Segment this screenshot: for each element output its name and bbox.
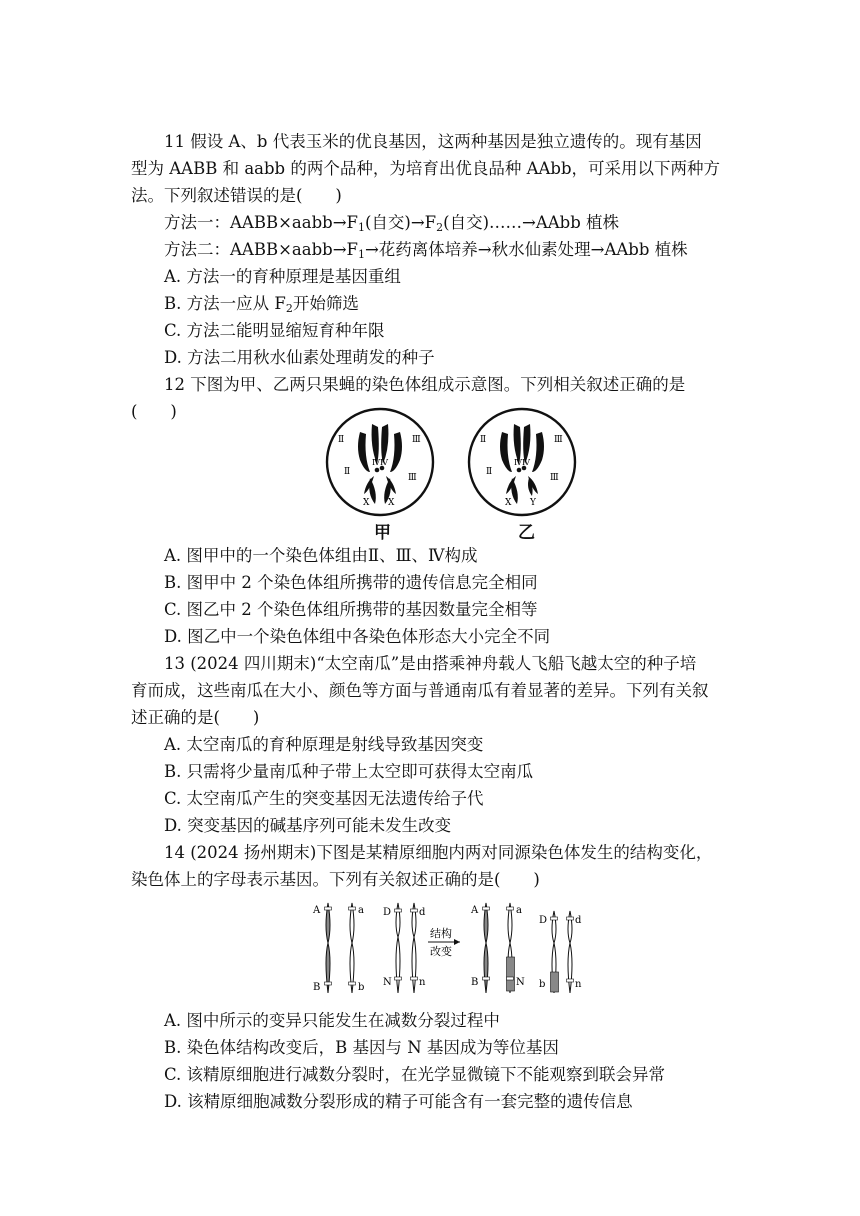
label-iv: ⅣⅣ: [514, 458, 530, 467]
q12-option-a[interactable]: A. 图甲中的一个染色体组由Ⅱ、Ⅲ、Ⅳ构成: [164, 546, 478, 565]
q13-option-d[interactable]: D. 突变基因的碱基序列可能未发生改变: [164, 816, 452, 835]
q11-option-d[interactable]: D. 方法二用秋水仙素处理萌发的种子: [164, 348, 435, 367]
gene-B: B: [313, 982, 321, 993]
q12-option-d[interactable]: D. 图乙中一个染色体组中各染色体形态大小完全不同: [164, 627, 551, 646]
gene-N-right: N: [516, 977, 525, 988]
figure-caption-yi: 乙: [518, 523, 535, 543]
figure-caption-jia: 甲: [374, 523, 391, 543]
q14-stem-line1: 14 (2024 扬州期末)下图是某精原细胞内两对同源染色体发生的结构变化，: [164, 843, 713, 862]
q11-option-b[interactable]: B. 方法一应从 $F_2$开始筛选: [164, 294, 359, 315]
label-x: X: [505, 498, 512, 508]
q13-stem-line1: 13 (2024 四川期末)“太空南瓜”是由搭乘神舟载人飞船飞越太空的种子培: [164, 654, 697, 673]
q14-option-d[interactable]: D. 该精原细胞减数分裂形成的精子可能含有一套完整的遗传信息: [164, 1092, 633, 1111]
label-iii-2: Ⅲ: [408, 473, 417, 483]
q11-option-a[interactable]: A. 方法一的育种原理是基因重组: [164, 267, 401, 286]
q13-stem-line2: 育而成，这些南瓜在大小、颜色等方面与普通南瓜有着显著的差异。下列有关叙: [131, 681, 709, 700]
gene-N: N: [383, 977, 392, 988]
fruitfly-chromosome-figure: [320, 402, 590, 540]
q13-option-b[interactable]: B. 只需将少量南瓜种子带上太空即可获得太空南瓜: [164, 762, 534, 781]
label-iii-1: Ⅲ: [554, 435, 563, 445]
gene-b: b: [358, 982, 365, 993]
q13-stem-line3: 述正确的是( ): [131, 708, 260, 727]
arrow-label-2: 改变: [430, 945, 452, 958]
q11-option-c[interactable]: C. 方法二能明显缩短育种年限: [164, 321, 385, 340]
q12-stem-line2: ( ): [131, 402, 177, 421]
q12-option-c[interactable]: C. 图乙中 2 个染色体组所携带的基因数量完全相等: [164, 600, 538, 619]
label-ii-2: Ⅱ: [344, 467, 351, 477]
q14-option-a[interactable]: A. 图中所示的变异只能发生在减数分裂过程中: [164, 1011, 500, 1030]
chromosome-structure-figure: [310, 897, 610, 1003]
label-y: Y: [530, 498, 536, 508]
gene-A: A: [313, 905, 321, 916]
cell-jia: [327, 409, 433, 515]
q13-option-a[interactable]: A. 太空南瓜的育种原理是射线导致基因突变: [164, 735, 484, 754]
q12-stem-line1: 12 下图为甲、乙两只果蝇的染色体组成示意图。下列相关叙述正确的是: [164, 375, 686, 394]
gene-A-right: A: [471, 905, 479, 916]
q14-option-c[interactable]: C. 该精原细胞进行减数分裂时，在光学显微镜下不能观察到联会异常: [164, 1065, 666, 1084]
arrow-label-1: 结构: [430, 927, 452, 940]
gene-d: d: [419, 907, 426, 918]
label-ii-1: Ⅱ: [480, 435, 487, 445]
gene-n: n: [419, 977, 426, 988]
gene-d-right: d: [575, 915, 582, 926]
label-ii-2: Ⅱ: [486, 467, 493, 477]
gene-b-right: b: [539, 979, 546, 990]
gene-B-right: B: [471, 977, 479, 988]
q11-method1: 方法一：$AABB\times aabb\to F_1$(自交)$\to F_2$(自交)……→AAbb 植株: [164, 213, 620, 234]
q11-method2: 方法二：$AABB\times aabb\to F_1\to$花药离体培养→秋水仙素处理→AAbb 植株: [164, 240, 688, 261]
label-iv: ⅣⅣ: [372, 458, 388, 467]
gene-D-right: D: [539, 915, 548, 926]
gene-n-right: n: [575, 979, 582, 990]
label-iii-1: Ⅲ: [412, 435, 421, 445]
label-iii-2: Ⅲ: [550, 473, 559, 483]
q13-option-c[interactable]: C. 太空南瓜产生的突变基因无法遗传给子代: [164, 789, 484, 808]
gene-a: a: [358, 905, 364, 916]
q12-option-b[interactable]: B. 图甲中 2 个染色体组所携带的遗传信息完全相同: [164, 573, 538, 592]
cell-yi: [469, 409, 575, 515]
label-ii-1: Ⅱ: [338, 435, 345, 445]
gene-D: D: [383, 907, 392, 918]
q11-stem-line1: 11 假设 A、b 代表玉米的优良基因，这两种基因是独立遗传的。现有基因: [164, 132, 702, 151]
q11-stem-line3: 法。下列叙述错误的是( ): [131, 186, 342, 205]
label-x-1: X: [363, 498, 370, 508]
q14-option-b[interactable]: B. 染色体结构改变后，B 基因与 N 基因成为等位基因: [164, 1038, 559, 1057]
label-x-2: X: [388, 498, 395, 508]
q14-stem-line2: 染色体上的字母表示基因。下列有关叙述正确的是( ): [131, 870, 540, 889]
gene-a-right: a: [516, 905, 522, 916]
q11-stem-line2: 型为 AABB 和 aabb 的两个品种，为培育出优良品种 AAbb，可采用以下两种方: [131, 159, 721, 178]
